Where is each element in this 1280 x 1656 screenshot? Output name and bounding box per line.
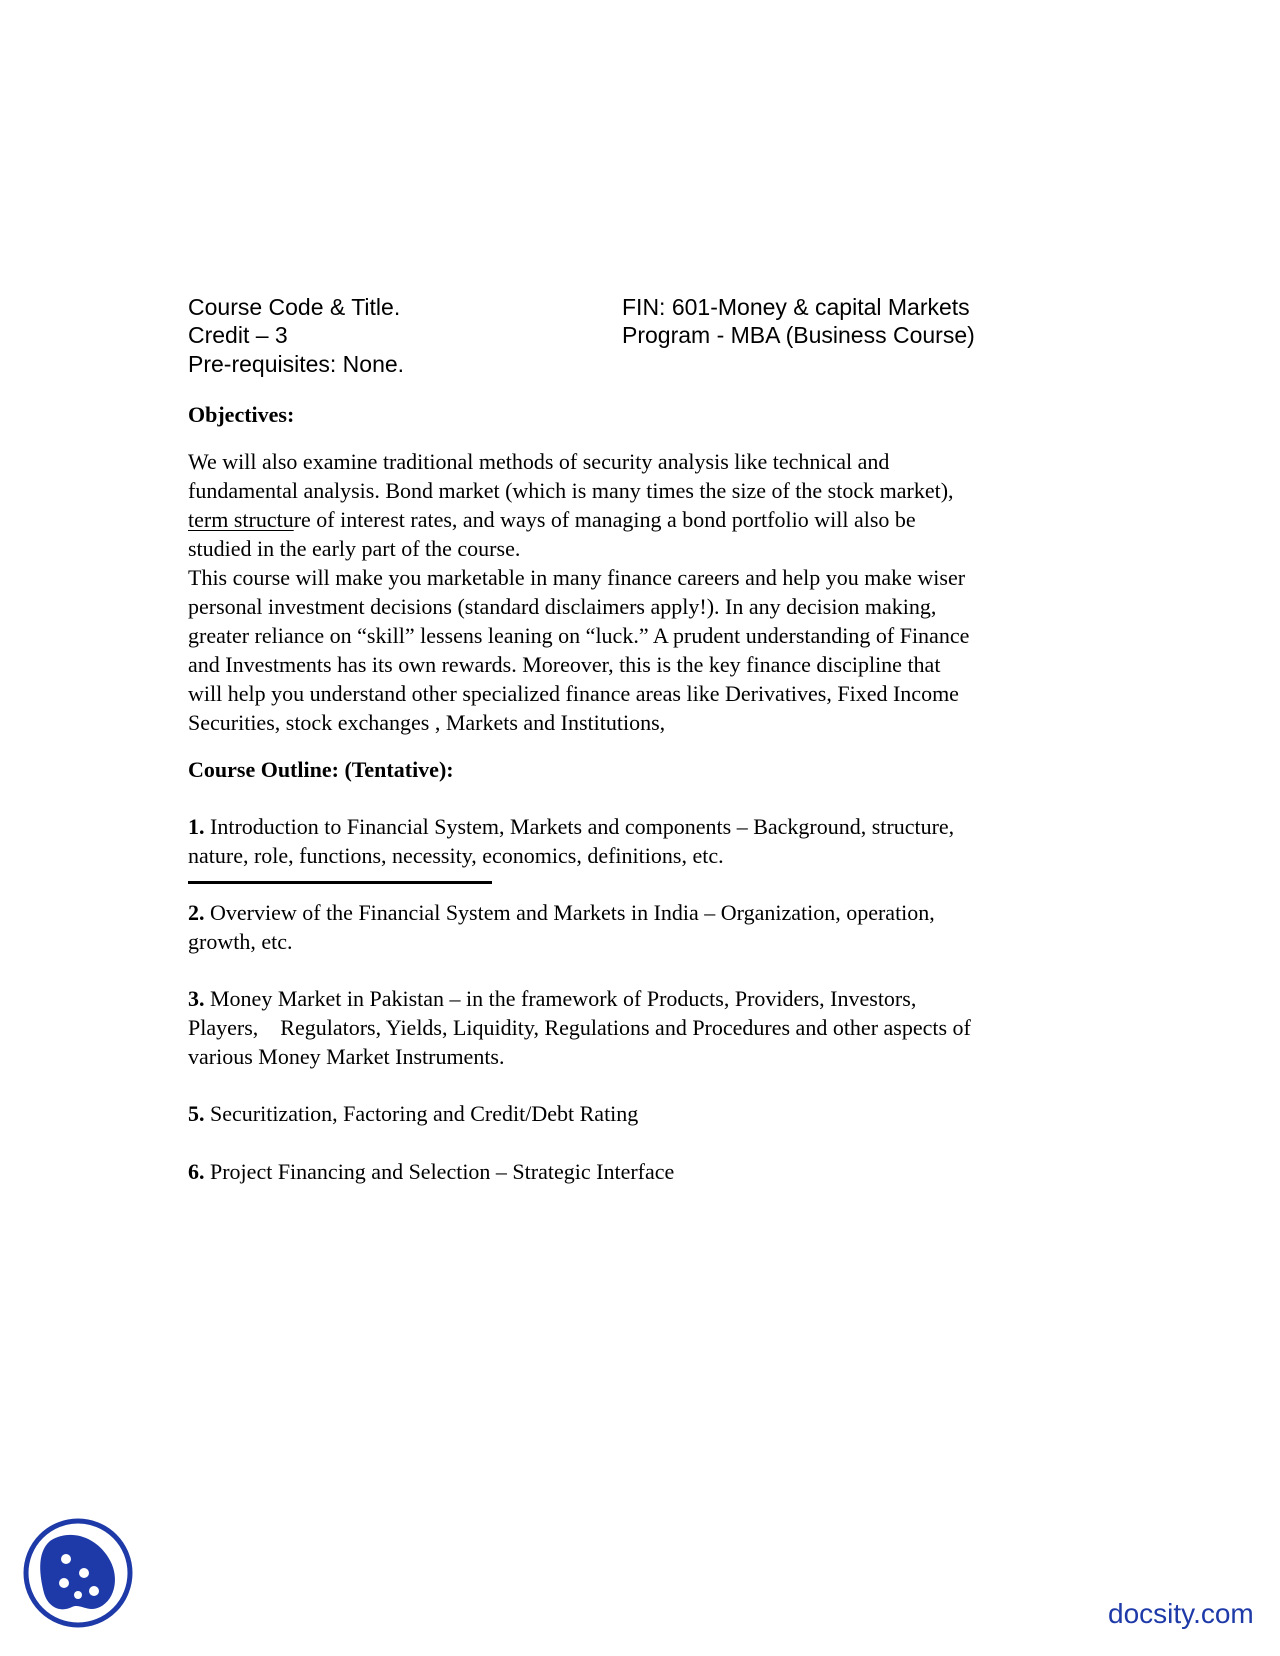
outline-item-number: 5. [188, 1101, 205, 1126]
docsity-logo-icon[interactable] [22, 1517, 134, 1629]
objectives-line: We will also examine traditional methods of security analysis like technical and [188, 449, 890, 474]
outline-item-5 [188, 1099, 1088, 1128]
outline-item-line [188, 984, 1088, 1013]
docsity-brand-link[interactable]: docsity.com [1108, 1598, 1254, 1629]
outline-item-line [188, 1099, 1088, 1128]
objectives-paragraph [188, 447, 1088, 737]
outline-item-line: various Money Market Instruments. [188, 1044, 505, 1069]
credit: Credit – 3 [188, 322, 288, 348]
program: Program - MBA (Business Course) [622, 322, 975, 348]
objectives-line [188, 505, 1088, 534]
outline-item-2 [188, 898, 1088, 956]
objectives-line: and Investments has its own rewards. Moreover, this is the key finance discipline that [188, 652, 941, 677]
outline-item-text: Money Market in Pakistan – in the framework of Products, Providers, Investors, [210, 986, 917, 1011]
outline-item-number: 3. [188, 986, 205, 1011]
course-title: FIN: 601-Money & capital Markets [622, 294, 970, 320]
objectives-line: fundamental analysis. Bond market (which is many times the size of the stock market), [188, 478, 954, 503]
course-outline-heading: Course Outline: (Tentative): [188, 757, 454, 782]
outline-item-line [188, 898, 1088, 927]
outline-item-3 [188, 984, 1088, 1071]
outline-item-text: Securitization, Factoring and Credit/Debt Rating [210, 1101, 639, 1126]
outline-item-text: Overview of the Financial System and Markets in India – Organization, operation, [210, 900, 935, 925]
outline-item-line: growth, etc. [188, 929, 293, 954]
objectives-heading: Objectives: [188, 402, 295, 427]
outline-item-1 [188, 812, 1088, 870]
objectives-line: personal investment decisions (standard disclaimers apply!). In any decision making, [188, 594, 937, 619]
objectives-line: studied in the early part of the course. [188, 536, 521, 561]
objectives-line-rest: re of interest rates, and ways of managing a bond portfolio will also be [293, 507, 916, 532]
outline-item-text: Project Financing and Selection – Strategic Interface [210, 1159, 675, 1184]
outline-item-line: Players, Regulators, Yields, Liquidity, Regulations and Procedures and other aspects of [188, 1015, 971, 1040]
objectives-line: greater reliance on “skill” lessens leaning on “luck.” A prudent understanding of Finance [188, 623, 970, 648]
underlined-term: term structu [188, 507, 294, 532]
outline-item-number: 1. [188, 814, 205, 839]
outline-item-number: 6. [188, 1159, 205, 1184]
objectives-line: will help you understand other specialized finance areas like Derivatives, Fixed Income [188, 681, 959, 706]
outline-item-line [188, 1157, 1088, 1186]
outline-item-line [188, 812, 1088, 841]
outline-item-text: Introduction to Financial System, Markets and components – Background, structure, [210, 814, 955, 839]
outline-item-number: 2. [188, 900, 205, 925]
prerequisites: Pre-requisites: None. [188, 351, 405, 377]
objectives-line: This course will make you marketable in many finance careers and help you make wiser [188, 565, 966, 590]
divider-line [188, 881, 492, 884]
outline-item-line: nature, role, functions, necessity, economics, definitions, etc. [188, 843, 724, 868]
objectives-line: Securities, stock exchanges , Markets and Institutions, [188, 710, 666, 735]
outline-item-6 [188, 1157, 1088, 1186]
course-code-label: Course Code & Title. [188, 294, 401, 320]
